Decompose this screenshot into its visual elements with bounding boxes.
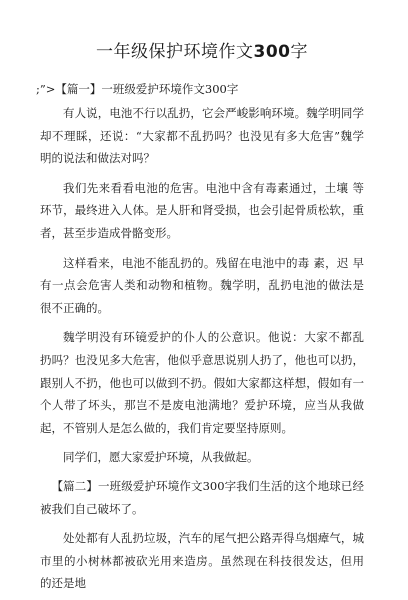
title-number: 300 bbox=[253, 42, 291, 62]
title-prefix: 一年级保护环境作文 bbox=[96, 42, 254, 62]
paragraph-5: 同学们，愿大家爱护环境，从我做起。 bbox=[63, 450, 259, 465]
paragraph-final: 处处都有人乱扔垃圾，汽车的尾气把公路弄得乌烟瘴气，城市里的小树林都被砍光用来造房。虽然现在科技很发达，但用 的还是地 bbox=[40, 531, 364, 591]
paragraph-4: 魏学明没有环镜爱护的仆人的公意识。他说：大家不都乱 扔吗？也没见多大危害，他似乎意思说别人扔了，他也可以扔，跟别人不扔，他也可以做到不扔。假如大家都这样想，假如有一 个人带了坏头，那岂不是废电池满地？爱护环境，应当从我做起，不管别人是怎么做的，我们肯定要坚持原则。 bbox=[40, 330, 364, 435]
title-suffix: 字 bbox=[290, 42, 308, 62]
paragraph-1: 有人说，电池不行以乱扔，它会严峻影响环境。魏学明同学 却不理睬，还说：“大家都不乱扔吗？也没见有多大危害”魏学 明的说法和做法对吗？ bbox=[40, 106, 364, 166]
section-one-heading: ;”>【篇一】一班级爱护环境作文300字 bbox=[36, 82, 239, 96]
document-title bbox=[40, 40, 364, 64]
paragraph-2: 我们先来看看电池的危害。电池中含有毒素通过，土壤 等环节，最终进入人体。是人肝和肾受损，也会引起骨质松软，重者，甚至步造成骨骼变形。 bbox=[40, 180, 364, 240]
section-two-heading: 【篇二】一班级爱护环境作文300字我们生活的这个地球已经被我们自己破坏了。 bbox=[40, 478, 364, 516]
paragraph-3: 这样看来，电池不能乱扔的。残留在电池中的毒 素，迟 早有一点会危害人类和动物和植物。魏学明，乱扔电池的做法是 很不正确的。 bbox=[40, 255, 364, 315]
